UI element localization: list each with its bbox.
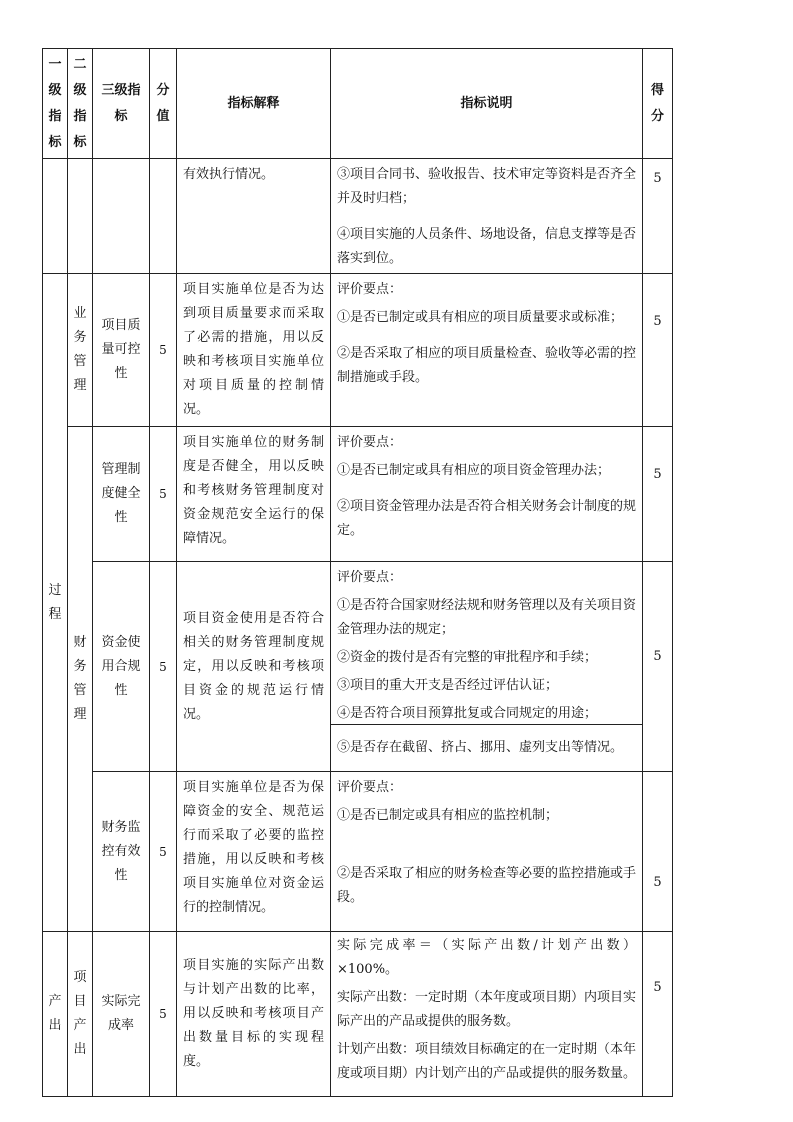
score-cell: 5	[643, 562, 673, 772]
level2-business-mgmt: 业 务 管 理	[68, 274, 93, 427]
level3-mgmt-system: 管理制 度健全 性	[93, 427, 150, 562]
interp-cell: 项目实施的实际产出数与计划产出数的比率，用以反映和考核项目产出数量目标的实现程度。	[177, 932, 331, 1097]
level1-output: 产 出	[43, 932, 68, 1097]
desc-cell: 评价要点： ①是否已制定或具有相应的监控机制； ②是否采取了相应的财务检查等必要的监控措施或手段。	[331, 772, 643, 932]
interp-cell: 有效执行情况。	[177, 159, 331, 274]
level3-monitoring: 财务监 控有效 性	[93, 772, 150, 932]
header-description: 指标说明	[331, 49, 643, 159]
table-row-compliance	[43, 562, 673, 772]
level2-finance-mgmt: 财 务 管 理	[68, 427, 93, 932]
points-cell: 5	[150, 427, 177, 562]
table-row-mgmt-system	[43, 427, 673, 562]
points-cell: 5	[150, 932, 177, 1097]
points-cell: 5	[150, 274, 177, 427]
header-interpretation: 指标解释	[177, 49, 331, 159]
table-row-completion	[43, 932, 673, 1097]
header-level1: 一 级 指 标	[43, 49, 68, 159]
header-level3: 三级指 标	[93, 49, 150, 159]
desc-cell: 评价要点： ①是否符合国家财经法规和财务管理以及有关项目资金管理办法的规定； ②资金的拨付是否有完整的审批程序和手续； ③项目的重大开支是否经过评估认证； ④是否符合项目预算批复或合同规定的用途； ⑤是否存在截留、挤占、挪用、虚列支出等情况。	[331, 562, 643, 772]
header-score: 得 分	[643, 49, 673, 159]
level3-compliance: 资金使 用合规 性	[93, 562, 150, 772]
interp-cell: 项目实施单位是否为保障资金的安全、规范运行而采取了必要的监控措施，用以反映和考核项目实施单位对资金运行的控制情况。	[177, 772, 331, 932]
desc-extra: ⑤是否存在截留、挤占、挪用、虚列支出等情况。	[337, 740, 624, 755]
score-cell: 5	[643, 159, 673, 274]
desc-cell: 评价要点： ①是否已制定或具有相应的项目资金管理办法； ②项目资金管理办法是否符合相关财务会计制度的规定。	[331, 427, 643, 562]
score-cell: 5	[643, 274, 673, 427]
points-cell: 5	[150, 772, 177, 932]
interp-cell: 项目实施单位是否为达到项目质量要求而采取了必需的措施，用以反映和考核项目实施单位对项目质量的控制情况。	[177, 274, 331, 427]
interp-cell: 项目实施单位的财务制度是否健全，用以反映和考核财务管理制度对资金规范安全运行的保障情况。	[177, 427, 331, 562]
header-level2: 二 级 指 标	[68, 49, 93, 159]
table-header-row	[43, 49, 673, 159]
desc-cell: ③项目合同书、验收报告、技术审定等资料是否齐全并及时归档； ④项目实施的人员条件、场地设备，信息支撑等是否落实到位。	[331, 159, 643, 274]
table-row-continuation	[43, 159, 673, 274]
level3-completion: 实际完 成率	[93, 932, 150, 1097]
score-cell: 5	[643, 427, 673, 562]
interp-cell: 项目资金使用是否符合相关的财务管理制度规定，用以反映和考核项目资金的规范运行情况。	[177, 562, 331, 772]
table-row-monitoring	[43, 772, 673, 932]
indicator-table	[42, 48, 673, 1097]
header-points: 分 值	[150, 49, 177, 159]
table-row-quality	[43, 274, 673, 427]
level2-project-output: 项 目 产 出	[68, 932, 93, 1097]
score-cell: 5	[643, 932, 673, 1097]
level1-process: 过 程	[43, 274, 68, 932]
desc-cell: 实际完成率＝（实际产出数/计划产出数）×100%。 实际产出数：一定时期（本年度或项目期）内项目实际产出的产品或提供的服务数。 计划产出数：项目绩效目标确定的在一定时期（本年度或项目期）内计划产出的产品或提供的服务数量。	[331, 932, 643, 1097]
points-cell: 5	[150, 562, 177, 772]
desc-cell: 评价要点： ①是否已制定或具有相应的项目质量要求或标准； ②是否采取了相应的项目质量检查、验收等必需的控制措施或手段。	[331, 274, 643, 427]
level3-quality: 项目质 量可控 性	[93, 274, 150, 427]
score-cell: 5	[643, 772, 673, 932]
